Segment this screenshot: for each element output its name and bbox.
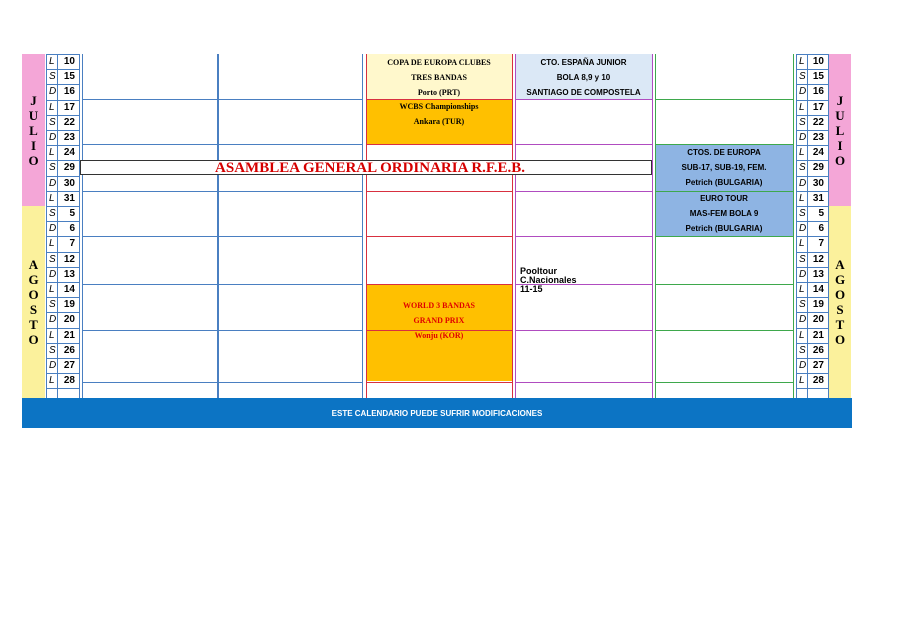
day-grid-line [57,54,58,398]
day-number: 23 [812,132,824,143]
day-number: 30 [812,177,824,189]
weekday-letter: S [799,162,806,174]
day-grid-line [796,358,829,359]
day-number: 6 [818,223,824,235]
day-row [796,328,828,343]
day-number: 16 [812,86,824,98]
week-separator [366,236,513,237]
day-grid-line [828,54,829,398]
day-row [46,206,79,221]
day-grid-line [807,54,808,398]
day-grid-line [46,282,80,283]
column-border [652,54,653,398]
day-grid-line [796,54,797,398]
week-separator [655,236,794,237]
day-number: 31 [812,192,824,204]
assembly-title: ASAMBLEA GENERAL ORDINARIA R.F.E.B. [215,160,525,176]
day-grid-line [796,221,829,222]
day-number: 15 [812,71,824,83]
day-number: 24 [63,147,75,159]
day-number: 17 [63,101,75,113]
weekday-letter: S [799,116,806,128]
weekday-letter: S [799,71,806,83]
day-row [796,343,828,358]
month-agosto-left [22,206,45,398]
week-separator [515,99,653,100]
day-row [46,221,79,236]
column-border [515,54,516,398]
week-separator [218,99,363,100]
day-grid-line [796,100,829,101]
column-border [218,54,219,398]
week-separator [366,144,513,145]
day-number: 20 [63,314,75,326]
weekday-letter: S [49,162,56,174]
day-row [796,236,828,251]
day-row [796,206,828,221]
day-row [46,267,79,282]
day-row [796,267,828,282]
weekday-letter: D [49,360,57,371]
week-separator [218,382,363,383]
day-number: 19 [812,299,824,311]
month-letter: U [28,107,39,123]
day-row [46,328,79,343]
week-separator [655,382,794,383]
weekday-letter: L [799,284,805,295]
event-line: SUB-17, SUB-19, FEM. [681,163,767,172]
weekday-letter: D [49,177,57,189]
day-number: 29 [63,162,75,174]
day-grid-line [46,221,80,222]
day-grid-line [796,312,829,313]
day-grid-line [796,191,829,192]
week-separator [366,191,513,192]
day-number: 22 [63,116,75,128]
week-separator [655,330,794,331]
month-letter: A [28,257,39,272]
day-number: 23 [63,132,75,143]
month-letter: O [834,332,846,347]
week-separator [366,330,513,331]
event-line: Pooltour [520,266,557,276]
day-number: 22 [812,116,824,128]
month-letter: O [28,287,39,302]
week-separator [515,330,653,331]
month-letter: I [30,137,37,153]
disclaimer-footer [22,398,852,428]
weekday-letter: L [49,101,55,113]
day-row [796,130,828,145]
day-grid-line [796,115,829,116]
day-number: 13 [63,268,75,280]
day-row [796,297,828,312]
month-letter: I [837,137,843,153]
day-row [46,84,79,99]
event-line: Petrich (BULGARIA) [685,224,763,233]
weekday-letter: D [799,314,807,326]
week-separator [218,284,363,285]
day-grid-line [46,267,80,268]
event-ctos-de-europa [655,144,793,191]
day-grid-line [46,388,80,389]
day-grid-line [796,54,829,55]
event-line: Wonju (KOR) [414,331,464,340]
week-separator [218,191,363,192]
day-row [46,297,79,312]
week-separator [515,144,653,145]
event-line: SANTIAGO DE COMPOSTELA [526,88,641,97]
day-grid-line [46,176,80,177]
day-grid-line [46,160,80,161]
weekday-letter: L [49,56,55,67]
day-number: 10 [812,56,824,67]
day-row [796,160,828,175]
day-grid-line [46,54,47,398]
week-separator [82,99,218,100]
weekday-letter: S [49,71,56,83]
day-number: 27 [812,360,824,371]
day-row [796,252,828,267]
weekday-letter: D [49,314,57,326]
weekday-letter: S [49,253,56,265]
day-row [46,191,79,206]
event-wcbs-championships [366,99,512,144]
day-number: 5 [818,208,824,219]
day-row [796,191,828,206]
day-row [796,115,828,130]
day-row [46,176,79,191]
day-number: 6 [69,223,75,235]
weekday-letter: D [49,132,57,143]
month-letter: U [835,107,845,123]
month-letter: S [836,302,844,317]
month-agosto-right [829,206,851,398]
month-letter: S [29,302,38,317]
week-separator [366,99,513,100]
month-letter: O [28,152,39,168]
day-number: 29 [812,162,824,174]
weekday-letter: S [49,116,56,128]
month-letter: G [834,272,846,287]
day-number: 27 [63,360,75,371]
weekday-letter: L [799,101,805,113]
day-number: 31 [63,192,75,204]
day-grid-line [46,100,80,101]
day-grid-line [46,236,80,237]
day-row [796,358,828,373]
week-separator [655,99,794,100]
weekday-letter: S [49,299,56,311]
month-julio-left [22,54,45,206]
day-number: 12 [812,253,824,265]
week-separator [82,330,218,331]
day-number: 5 [69,208,75,219]
event-cto-espana-junior [515,54,652,99]
day-grid-line [796,328,829,329]
weekday-letter: L [799,238,805,250]
column-border [362,54,363,398]
day-grid-line [796,373,829,374]
day-number: 30 [63,177,75,189]
day-grid-line [46,206,80,207]
event-line: BOLA 8,9 y 10 [556,73,611,82]
day-row [796,54,828,69]
day-grid-line [796,343,829,344]
weekday-letter: D [799,223,807,235]
event-euro-tour [655,191,793,236]
day-grid-line [796,160,829,161]
day-number: 21 [63,329,75,341]
week-separator [655,284,794,285]
month-julio-right [829,54,851,206]
weekday-letter: L [49,147,55,159]
day-row [46,69,79,84]
month-letter: T [835,317,845,332]
event-line: 11-15 [520,284,543,294]
day-grid-line [46,312,80,313]
day-number: 28 [63,375,75,387]
event-line: CTOS. DE EUROPA [687,148,761,157]
day-grid-line [796,236,829,237]
weekday-letter: D [799,177,807,189]
weekday-letter: L [49,375,55,387]
day-grid-line [796,176,829,177]
weekday-letter: L [799,147,805,159]
week-separator [218,330,363,331]
day-grid-line [79,54,80,398]
week-separator [82,382,218,383]
column-border [793,54,794,398]
event-line: EURO TOUR [700,194,748,203]
weekday-letter: L [49,238,55,250]
day-number: 16 [63,86,75,98]
day-grid-line [796,69,829,70]
day-row [796,84,828,99]
day-row [46,115,79,130]
month-letter: O [834,152,846,168]
event-line: GRAND PRIX [413,316,465,325]
day-grid-line [46,191,80,192]
day-row [796,69,828,84]
day-number: 26 [63,344,75,356]
week-separator [515,191,653,192]
day-number: 28 [812,375,824,387]
day-grid-line [796,145,829,146]
day-number: 15 [63,71,75,83]
week-separator [82,144,218,145]
column-border [655,54,656,398]
disclaimer-text: ESTE CALENDARIO PUEDE SUFRIR MODIFICACIONES [331,408,543,418]
weekday-letter: S [799,253,806,265]
day-number: 12 [63,253,75,265]
weekday-letter: L [49,329,55,341]
weekday-letter: S [49,344,56,356]
weekday-letter: D [49,223,57,235]
weekday-letter: D [799,132,807,143]
month-letter: L [29,122,38,138]
day-grid-line [46,145,80,146]
day-row [796,282,828,297]
day-grid-line [46,54,80,55]
day-number: 24 [812,147,824,159]
month-letter: L [835,122,845,138]
day-number: 21 [812,329,824,341]
day-row [796,100,828,115]
event-line: COPA DE EUROPA CLUBES [387,58,491,67]
day-grid-line [796,388,829,389]
event-line: Ankara (TUR) [413,117,465,126]
day-number: 7 [69,238,75,250]
weekday-letter: L [799,329,805,341]
day-number: 7 [818,238,824,250]
day-row [796,373,828,388]
week-separator [82,191,218,192]
week-separator [218,144,363,145]
month-letter: O [28,332,39,347]
day-grid-line [46,328,80,329]
weekday-letter: S [799,344,806,356]
day-number: 17 [812,101,824,113]
day-row [46,236,79,251]
week-separator [366,284,513,285]
day-grid-line [46,297,80,298]
day-number: 10 [63,56,75,67]
column-border [512,54,513,398]
weekday-letter: L [799,56,805,67]
event-line: WORLD 3 BANDAS [402,301,475,310]
week-separator [655,144,794,145]
day-row [796,145,828,160]
day-row [796,176,828,191]
event-line: TRES BANDAS [411,73,467,82]
day-number: 14 [63,284,75,295]
event-line: Petrich (BULGARIA) [685,178,763,187]
event-pooltour [520,267,640,294]
day-row [46,160,79,175]
day-grid-line [46,252,80,253]
event-line: Porto (PRT) [417,88,461,97]
day-number: 20 [812,314,824,326]
month-letter: J [30,92,37,108]
day-row [46,312,79,327]
weekday-letter: L [799,192,805,204]
weekday-letter: S [49,208,56,219]
weekday-letter: S [799,208,806,219]
week-separator [82,284,218,285]
month-letter: T [29,317,38,332]
month-letter: G [28,272,39,287]
day-row [46,343,79,358]
day-grid-line [796,130,829,131]
event-line: MAS-FEM BOLA 9 [689,209,759,218]
month-letter: A [835,257,845,272]
weekday-letter: L [799,375,805,387]
event-line: WCBS Championships [399,102,479,111]
weekday-letter: S [799,299,806,311]
day-row [46,100,79,115]
day-row [796,221,828,236]
weekday-letter: D [49,268,57,280]
event-world-3-bandas [366,284,512,381]
event-copa-europa-clubes [366,54,512,99]
weekday-letter: D [799,86,807,98]
day-number: 14 [812,284,824,295]
day-grid-line [46,358,80,359]
week-separator [515,382,653,383]
week-separator [218,236,363,237]
day-number: 13 [812,268,824,280]
day-row [46,130,79,145]
month-letter: O [834,287,846,302]
column-border [82,54,83,398]
weekday-letter: L [49,192,55,204]
week-separator [515,236,653,237]
week-separator [82,236,218,237]
day-grid-line [46,84,80,85]
day-grid-line [46,69,80,70]
day-row [46,252,79,267]
day-row [46,373,79,388]
day-grid-line [796,297,829,298]
day-number: 26 [812,344,824,356]
day-row [46,54,79,69]
day-row [46,145,79,160]
day-grid-line [796,282,829,283]
day-grid-line [46,115,80,116]
event-line: C.Nacionales [520,275,577,285]
day-grid-line [46,343,80,344]
column-border [366,54,367,398]
day-grid-line [796,252,829,253]
weekday-letter: D [49,86,57,98]
month-letter: J [836,92,844,108]
week-separator [366,382,513,383]
day-grid-line [46,130,80,131]
day-row [46,358,79,373]
day-row [796,312,828,327]
weekday-letter: D [799,268,807,280]
event-line: CTO. ESPAÑA JUNIOR [540,58,627,67]
day-row [46,282,79,297]
day-grid-line [46,373,80,374]
day-grid-line [796,267,829,268]
day-grid-line [796,206,829,207]
day-grid-line [796,84,829,85]
weekday-letter: D [799,360,807,371]
week-separator [655,191,794,192]
weekday-letter: L [49,284,55,295]
day-number: 19 [63,299,75,311]
